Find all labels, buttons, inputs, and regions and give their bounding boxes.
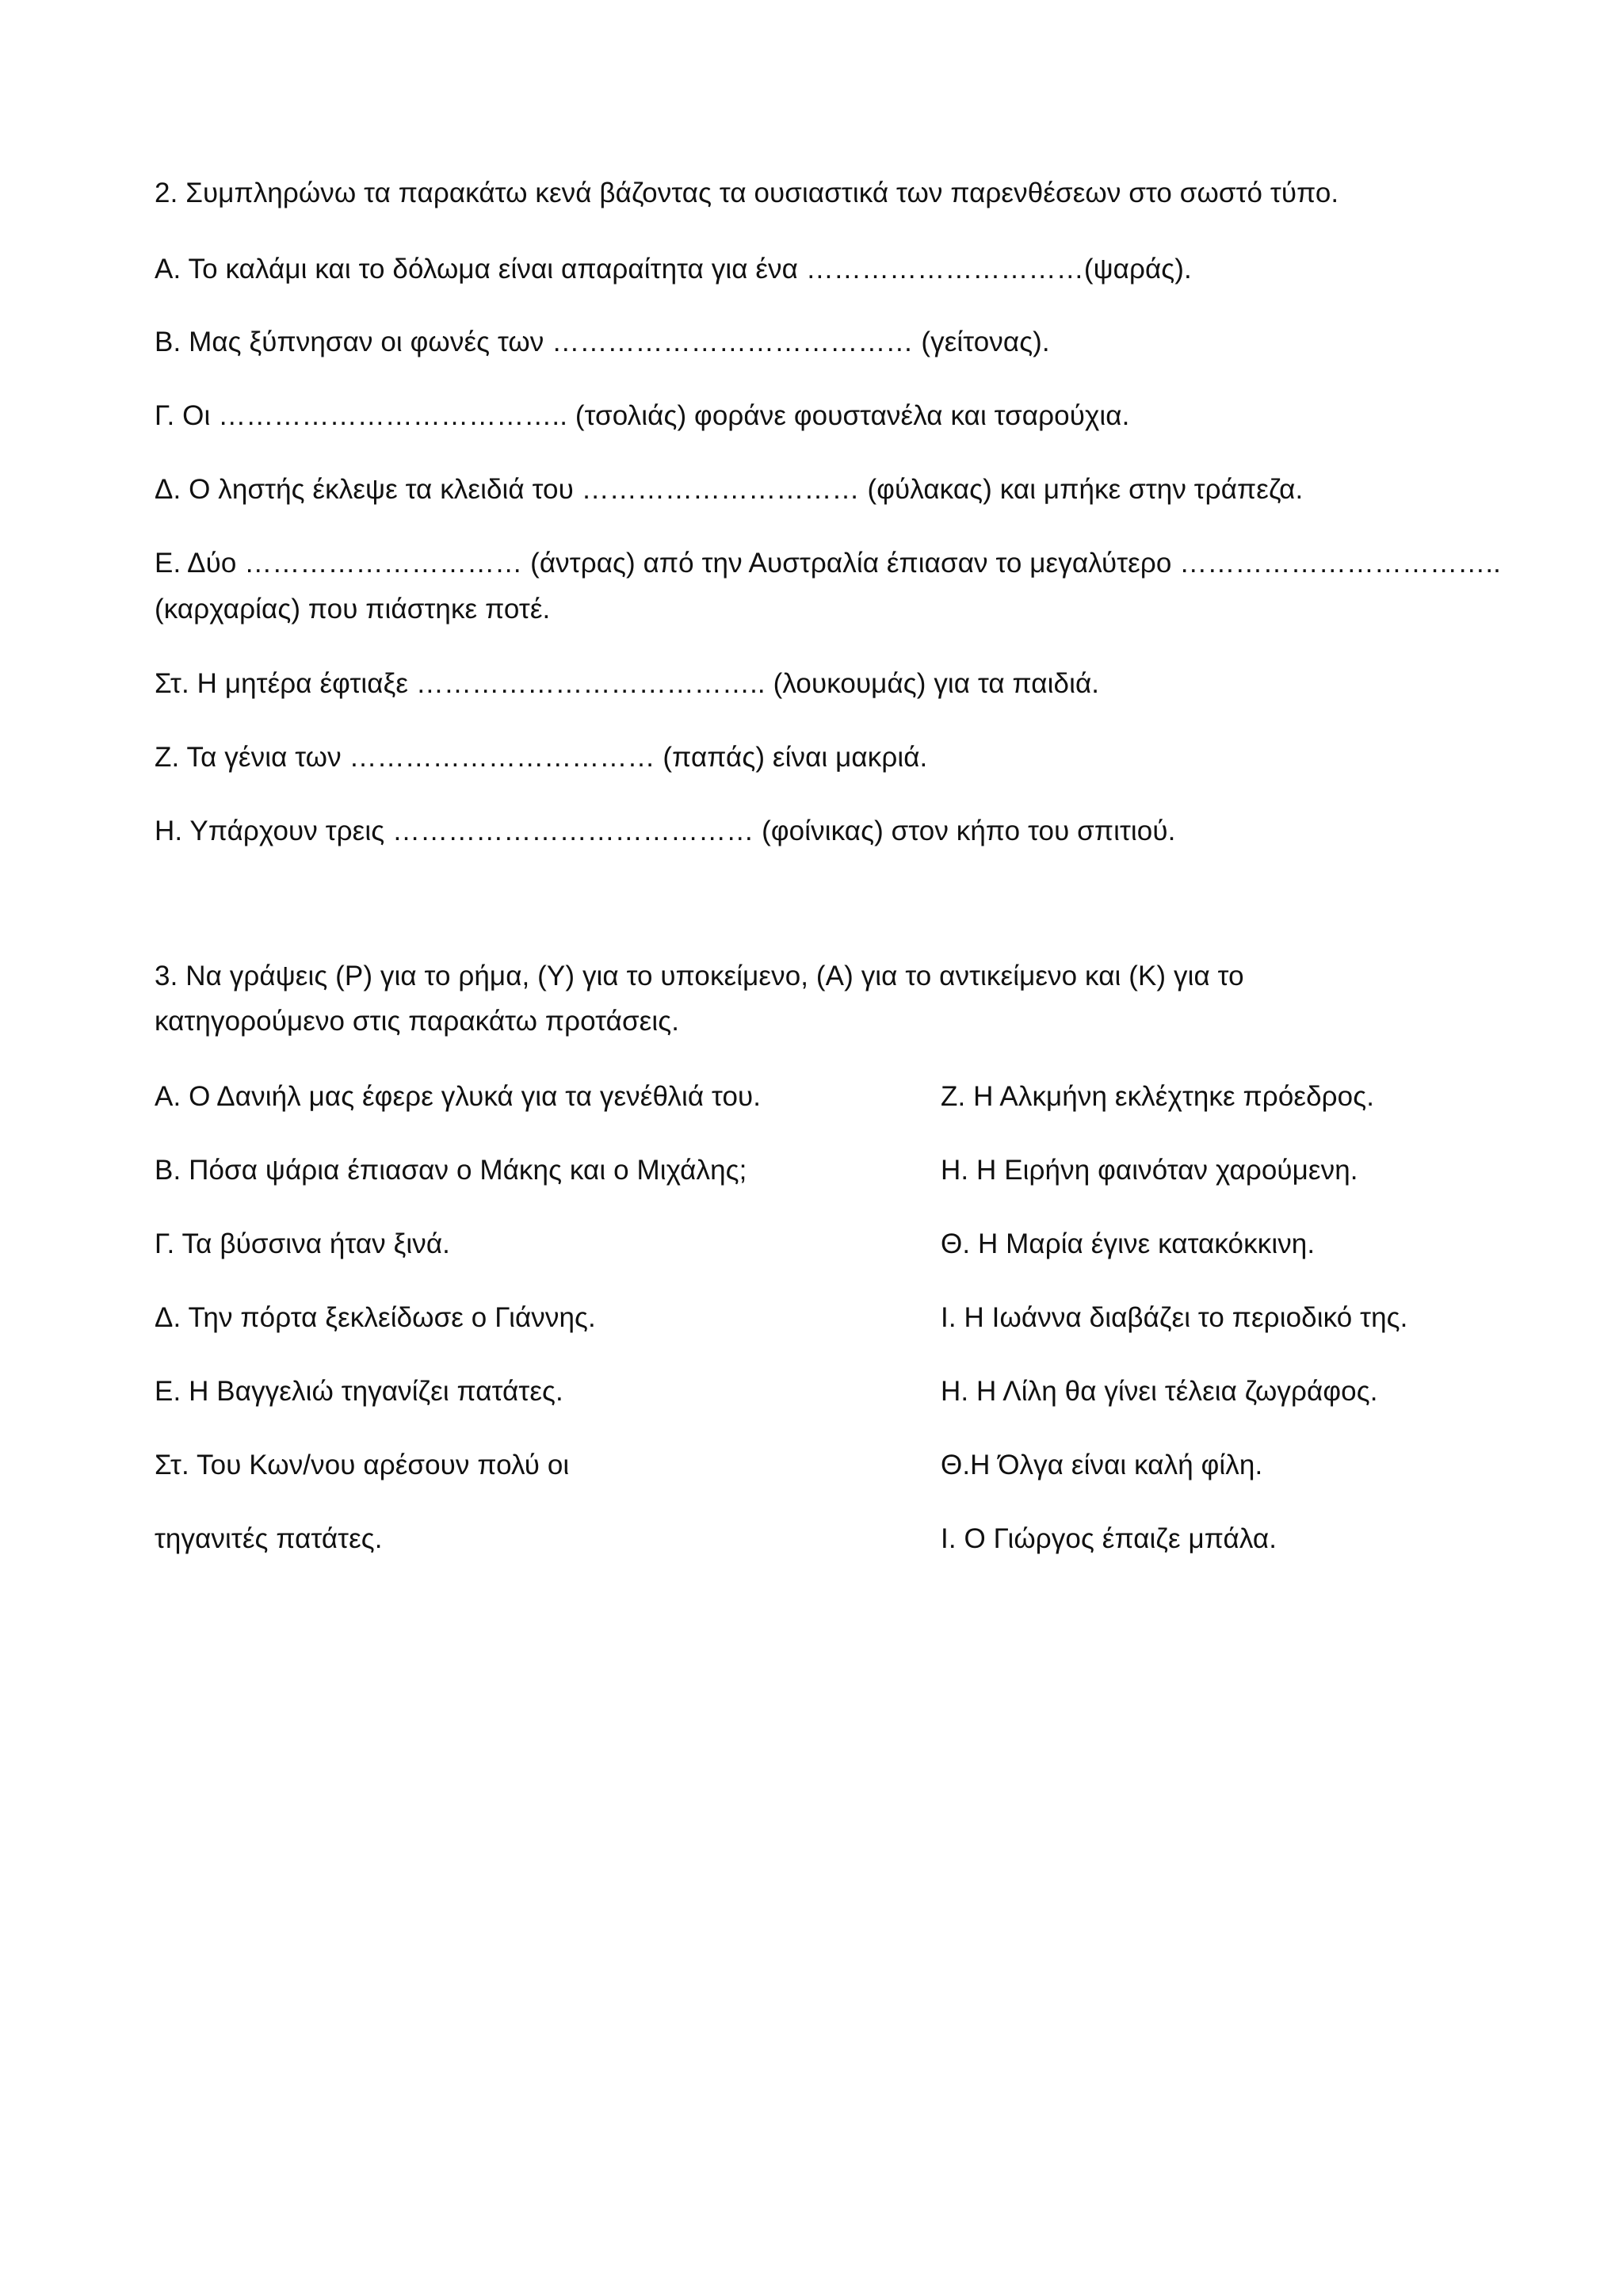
section-2-item-b: Β. Μας ξύπνησαν οι φωνές των ………………………………… (γείτονας).: [155, 327, 1050, 357]
section-3-heading-line-1: 3. Να γράψεις (Ρ) για το ρήμα, (Υ) για το υποκείμενο, (Α) για το αντικείμενο και (Κ) για το: [155, 961, 1244, 991]
sentence-e: Ε. Η Βαγγελιώ τηγανίζει πατάτες.: [155, 1376, 563, 1407]
section-2-heading: 2. Συμπληρώνω τα παρακάτω κενά βάζοντας τα ουσιαστικά των παρενθέσεων στο σωστό τύπο.: [155, 178, 1339, 208]
section-3-heading-line-2: κατηγορούμενο στις παρακάτω προτάσεις.: [155, 1006, 680, 1037]
section-2-item-z: Ζ. Τα γένια των …………………………… (παπάς) είναι μακριά.: [155, 742, 928, 773]
section-2-item-st: Στ. Η μητέρα έφτιαξε ……………………………….. (λουκουμάς) για τα παιδιά.: [155, 668, 1100, 699]
sentence-th: Θ. Η Μαρία έγινε κατακόκκινη.: [941, 1228, 1316, 1259]
section-2-item-e: Ε. Δύο ………………………… (άντρας) από την Αυστραλία έπιασαν το μεγαλύτερο ……………………………..: [155, 548, 1501, 579]
sentence-i: Ι. Η Ιωάννα διαβάζει το περιοδικό της.: [941, 1302, 1408, 1333]
section-2-item-g: Γ. Οι ……………………………….. (τσολιάς) φοράνε φουστανέλα και τσαρούχια.: [155, 400, 1130, 431]
sentence-st-continued: τηγανιτές πατάτες.: [155, 1523, 383, 1554]
sentence-g: Γ. Τα βύσσινα ήταν ξινά.: [155, 1228, 451, 1259]
sentence-z: Ζ. Η Αλκμήνη εκλέχτηκε πρόεδρος.: [941, 1081, 1375, 1112]
sentence-th-2: Θ.Η Όλγα είναι καλή φίλη.: [941, 1450, 1263, 1480]
sentence-i-2: Ι. Ο Γιώργος έπαιζε μπάλα.: [941, 1523, 1277, 1554]
section-2-item-a: Α. Το καλάμι και το δόλωμα είναι απαραίτητα για ένα …………………………(ψαράς).: [155, 254, 1192, 285]
sentence-d: Δ. Την πόρτα ξεκλείδωσε ο Γιάννης.: [155, 1302, 596, 1333]
section-2-item-d: Δ. Ο ληστής έκλεψε τα κλειδιά του ………………………… (φύλακας) και μπήκε στην τράπεζα.: [155, 474, 1304, 505]
sentence-a: Α. Ο Δανιήλ μας έφερε γλυκά για τα γενέθλιά του.: [155, 1081, 762, 1112]
section-2-item-e-continued: (καρχαρίας) που πιάστηκε ποτέ.: [155, 594, 551, 625]
section-2-item-h: Η. Υπάρχουν τρεις ………………………………… (φοίνικας) στον κήπο του σπιτιού.: [155, 816, 1176, 846]
sentence-b: Β. Πόσα ψάρια έπιασαν ο Μάκης και ο Μιχάλης;: [155, 1155, 747, 1186]
sentence-h-2: Η. Η Λίλη θα γίνει τέλεια ζωγράφος.: [941, 1376, 1378, 1407]
sentence-h: Η. Η Ειρήνη φαινόταν χαρούμενη.: [941, 1155, 1358, 1186]
sentence-st: Στ. Του Κων/νου αρέσουν πολύ οι: [155, 1450, 570, 1480]
